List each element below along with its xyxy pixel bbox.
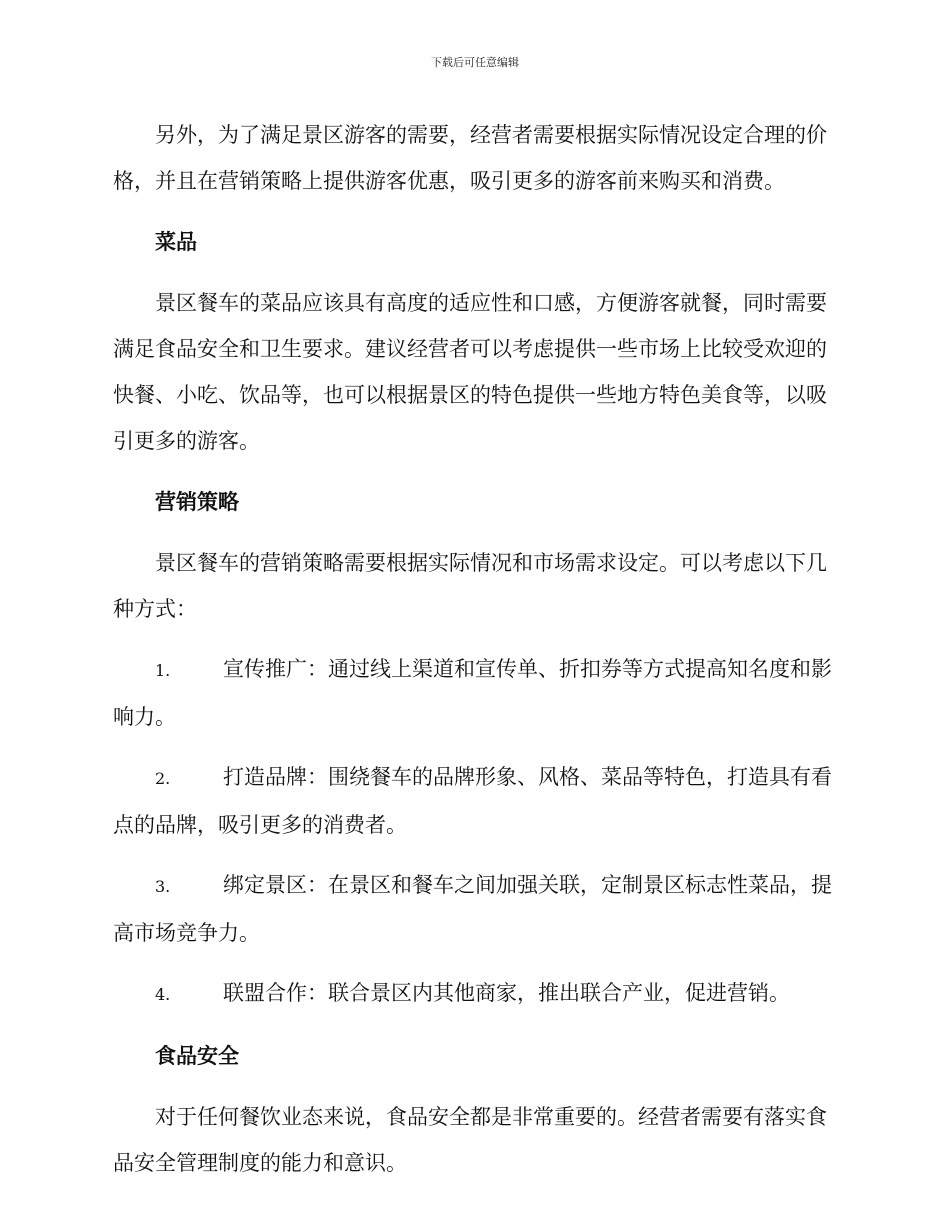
list-text: 绑定景区：在景区和餐车之间加强关联，定制景区标志性菜品，提高市场竞争力。 xyxy=(113,873,832,945)
marketing-paragraph: 景区餐车的营销策略需要根据实际情况和市场需求设定。可以考虑以下几种方式： xyxy=(113,551,827,621)
section-heading-dishes: 菜品 xyxy=(155,230,197,254)
list-item xyxy=(113,754,835,848)
section-heading-food-safety: 食品安全 xyxy=(155,1044,239,1068)
list-text: 打造品牌：围绕餐车的品牌形象、风格、菜品等特色，打造具有看点的品牌，吸引更多的消费者。 xyxy=(113,765,832,837)
intro-paragraph: 另外，为了满足景区游客的需要，经营者需要根据实际情况设定合理的价格，并且在营销策略上提供游客优惠，吸引更多的游客前来购买和消费。 xyxy=(113,123,827,193)
document-body xyxy=(113,112,835,1186)
dishes-paragraph: 景区餐车的菜品应该具有高度的适应性和口感，方便游客就餐，同时需要满足食品安全和卫生要求。建议经营者可以考虑提供一些市场上比较受欢迎的快餐、小吃、饮品等，也可以根据景区的特色提供一些地方特色美食等，以吸引更多的游客。 xyxy=(113,291,827,453)
list-number: 1. xyxy=(155,661,171,680)
food-safety-paragraph: 对于任何餐饮业态来说，食品安全都是非常重要的。经营者需要有落实食品安全管理制度的能力和意识。 xyxy=(113,1105,827,1175)
list-text: 宣传推广：通过线上渠道和宣传单、折扣券等方式提高知名度和影响力。 xyxy=(113,657,832,729)
page-header: 下载后可任意编辑 xyxy=(431,56,519,69)
list-item xyxy=(113,862,835,956)
list-number: 2. xyxy=(155,769,171,788)
list-item xyxy=(113,970,835,1018)
section-heading-marketing: 营销策略 xyxy=(155,490,239,514)
list-number: 3. xyxy=(155,877,171,896)
list-number: 4. xyxy=(155,985,171,1004)
list-text: 联盟合作：联合景区内其他商家，推出联合产业，促进营销。 xyxy=(223,981,790,1005)
list-item xyxy=(113,646,835,740)
